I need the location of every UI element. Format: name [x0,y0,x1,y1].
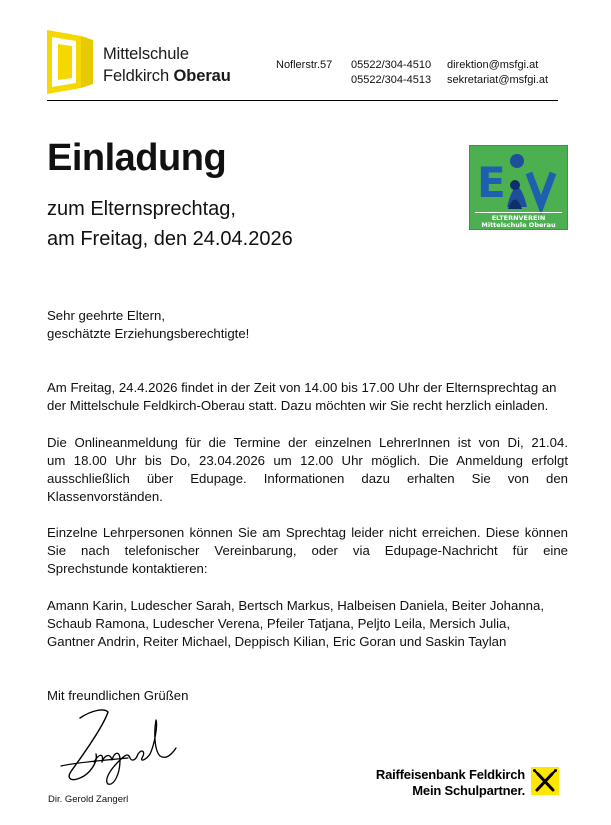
paragraph2-line4: Klassenvorständen. [47,489,163,504]
email-direktion[interactable]: direktion@msfgi.at [447,59,539,71]
school-logo [47,30,93,94]
phone-sekretariat: 05522/304-4513 [351,74,432,86]
teacher-names-line2: Schaub Ramona, Ludescher Verena, Pfeiler Tatjana, Peljto Leila, Mersich Julia, [47,616,511,631]
paragraph3-line3: Sprechstunde kontaktieren: [47,561,208,576]
phone-direktion: 05522/304-4510 [351,59,432,71]
ev-letter-e: E [477,158,506,207]
header-divider [47,100,558,101]
handwritten-signature [58,700,183,790]
salutation-line1: Sehr geehrte Eltern, [47,308,166,323]
sponsor-slogan: Mein Schulpartner. [412,783,525,798]
ev-text-line2: Mittelschule Oberau [481,221,556,229]
paragraph1-line1: Am Freitag, 24.4.2026 findet in der Zeit von 14.00 bis 17.00 Uhr der Elternsprechtag an [47,380,557,395]
signatory-name: Dir. Gerold Zangerl [48,794,129,805]
salutation-line2: geschätzte Erziehungsberechtigte! [47,326,250,341]
ev-text-line1: ELTERNVEREIN [491,214,546,222]
email-sekretariat[interactable]: sekretariat@msfgi.at [447,74,549,86]
paragraph2-line3: ausschließlich über Edupage. Informationen dazu erhalten Sie von den [47,471,568,486]
closing-greeting: Mit freundlichen Grüßen [47,688,189,703]
elternverein-logo [469,145,568,230]
teacher-names-line3: Gantner Andrin, Reiter Michael, Deppisch Kilian, Eric Goran und Saskin Taylan [47,634,507,649]
paragraph2-line1: Die Onlineanmeldung für die Termine der einzelnen LehrerInnen ist von Di, 21.04. [47,435,568,450]
paragraph1-line2: der Mittelschule Feldkirch-Oberau statt. Dazu möchten wir Sie recht herzlich einladen. [47,398,549,413]
teacher-names-line1: Amann Karin, Ludescher Sarah, Bertsch Markus, Halbeisen Daniela, Beiter Johanna, [47,598,544,613]
sponsor-name: Raiffeisenbank Feldkirch [375,767,525,782]
subtitle-line2: am Freitag, den 24.04.2026 [47,228,293,250]
raiffeisen-logo [531,767,559,795]
school-name-line1: Mittelschule [103,45,189,63]
paragraph2-line2: um 18.00 Uhr bis Do, 23.04.2026 um 12.00 Uhr möglich. Die Anmeldung erfolgt [47,453,568,468]
page-title: Einladung [47,137,227,179]
paragraph3-line1: Einzelne Lehrpersonen können Sie am Sprechtag leider nicht erreichen. Diese können [47,525,568,540]
paragraph3-line2: Sie nach telefonischer Vereinbarung, oder via Edupage-Nachricht für eine [47,543,568,558]
subtitle-line1: zum Elternsprechtag, [47,198,236,220]
school-address: Noflerstr.57 [276,59,333,71]
school-name-line2: Feldkirch Oberau [103,67,231,85]
